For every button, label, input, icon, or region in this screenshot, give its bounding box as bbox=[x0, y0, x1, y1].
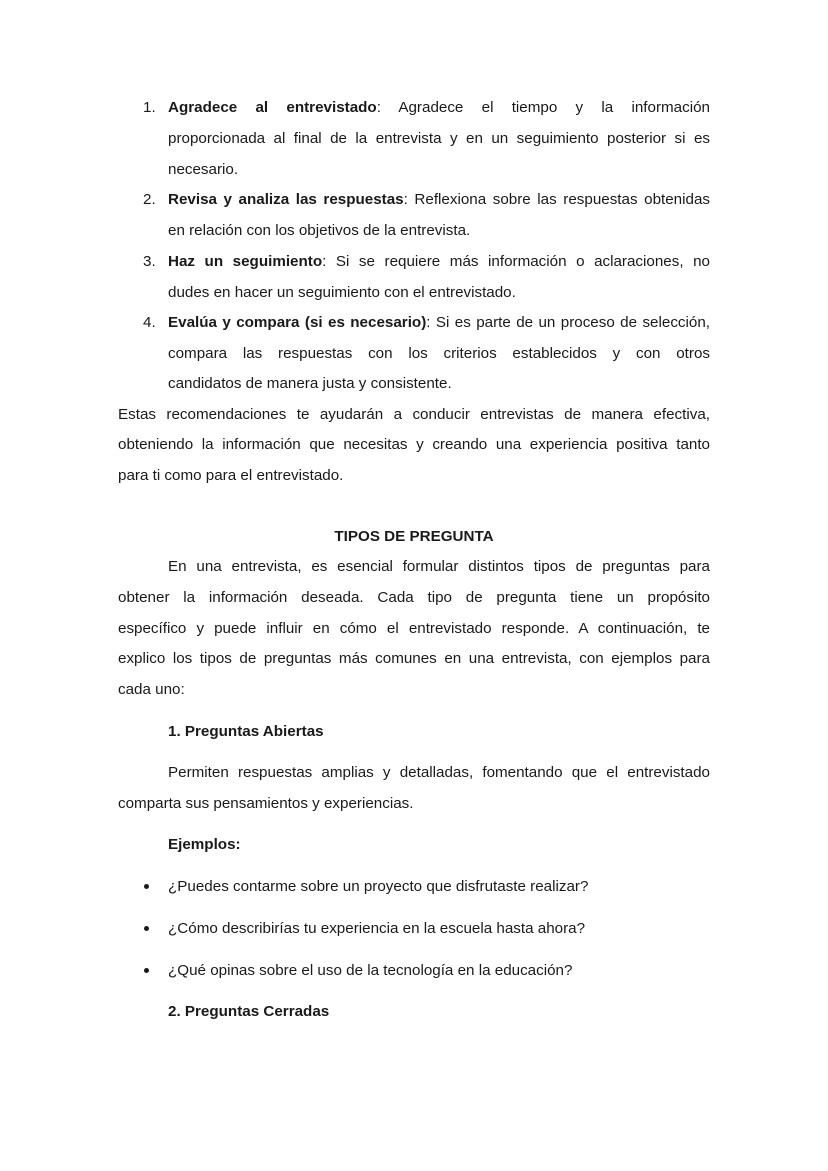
intro-paragraph-line: específico y puede influir en cómo el entrevistado responde. A continuación, te bbox=[118, 620, 710, 637]
intro-paragraph-line: cada uno: bbox=[118, 681, 185, 698]
subsection-description-line: comparta sus pensamientos y experiencias. bbox=[118, 795, 414, 812]
step-title: Revisa y analiza las respuestas bbox=[168, 191, 404, 208]
example-item: ¿Cómo describirías tu experiencia en la escuela hasta ahora? bbox=[168, 920, 586, 937]
bullet-icon bbox=[144, 968, 149, 973]
section-title: TIPOS DE PREGUNTA bbox=[334, 528, 494, 545]
step-title: Agradece al entrevistado bbox=[168, 99, 377, 116]
step-line: compara las respuestas con los criterios establecidos y con otros bbox=[168, 345, 710, 362]
step-line: Haz un seguimiento: Si se requiere más información o aclaraciones, no bbox=[168, 253, 710, 270]
step-number: 1. bbox=[143, 99, 156, 116]
step-line: necesario. bbox=[168, 161, 239, 178]
step-title: Evalúa y compara (si es necesario) bbox=[168, 314, 427, 331]
step-line: en relación con los objetivos de la entrevista. bbox=[168, 222, 471, 239]
step-number: 3. bbox=[143, 253, 156, 270]
subsection-description-line: Permiten respuestas amplias y detalladas, fomentando que el entrevistado bbox=[168, 764, 710, 781]
bullet-icon bbox=[144, 884, 149, 889]
step-line: dudes en hacer un seguimiento con el entrevistado. bbox=[168, 284, 516, 301]
step-line: Agradece al entrevistado: Agradece el tiempo y la información bbox=[168, 99, 710, 116]
example-item: ¿Puedes contarme sobre un proyecto que disfrutaste realizar? bbox=[168, 878, 589, 895]
closing-paragraph-line: Estas recomendaciones te ayudarán a conducir entrevistas de manera efectiva, bbox=[118, 406, 710, 423]
closing-paragraph-line: obteniendo la información que necesitas y creando una experiencia positiva tanto bbox=[118, 436, 710, 453]
example-item: ¿Qué opinas sobre el uso de la tecnología en la educación? bbox=[168, 962, 573, 979]
bullet-icon bbox=[144, 926, 149, 931]
step-line: proporcionada al final de la entrevista y en un seguimiento posterior si es bbox=[168, 130, 710, 147]
step-line: candidatos de manera justa y consistente. bbox=[168, 375, 452, 392]
step-number: 4. bbox=[143, 314, 156, 331]
intro-paragraph-line: En una entrevista, es esencial formular distintos tipos de preguntas para bbox=[168, 558, 710, 575]
step-title: Haz un seguimiento bbox=[168, 253, 323, 270]
step-number: 2. bbox=[143, 191, 156, 208]
closing-paragraph-line: para ti como para el entrevistado. bbox=[118, 467, 344, 484]
step-line: Evalúa y compara (si es necesario): Si es parte de un proceso de selección, bbox=[168, 314, 710, 331]
step-line: Revisa y analiza las respuestas: Reflexiona sobre las respuestas obtenidas bbox=[168, 191, 710, 208]
subsection-title: 1. Preguntas Abiertas bbox=[168, 723, 324, 740]
intro-paragraph-line: obtener la información deseada. Cada tipo de pregunta tiene un propósito bbox=[118, 589, 710, 606]
intro-paragraph-line: explico los tipos de preguntas más comunes en una entrevista, con ejemplos para bbox=[118, 650, 710, 667]
examples-label: Ejemplos: bbox=[168, 836, 241, 853]
subsection-title: 2. Preguntas Cerradas bbox=[168, 1003, 330, 1020]
